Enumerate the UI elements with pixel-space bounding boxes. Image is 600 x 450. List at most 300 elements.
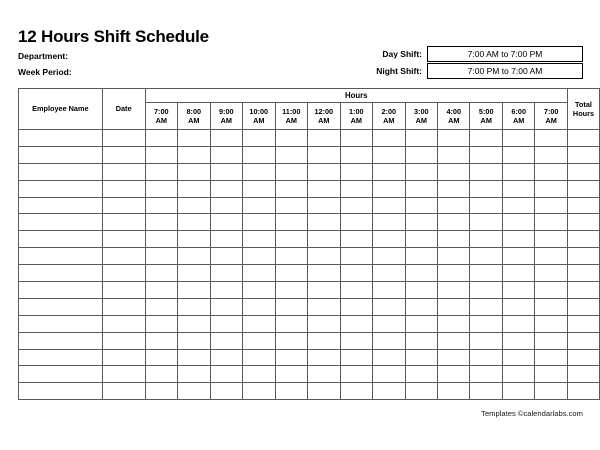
table-row [19,248,600,265]
cell-hour[interactable] [373,197,405,214]
cell-total-hours[interactable] [567,163,599,180]
cell-employee-name[interactable] [19,197,103,214]
cell-hour[interactable] [502,214,534,231]
header-hour-column [405,103,437,130]
cell-hour[interactable] [405,349,437,366]
cell-hour[interactable] [470,265,502,282]
cell-date[interactable] [102,130,145,147]
cell-total-hours[interactable] [567,130,599,147]
cell-hour[interactable] [275,366,308,383]
cell-date[interactable] [102,146,145,163]
cell-hour[interactable] [438,366,470,383]
cell-hour[interactable] [438,214,470,231]
cell-hour[interactable] [502,332,534,349]
hour-meridiem: AM [448,116,460,125]
day-shift-value[interactable]: 7:00 AM to 7:00 PM [427,46,583,62]
cell-date[interactable] [102,332,145,349]
cell-hour[interactable] [243,282,276,299]
cell-hour[interactable] [243,231,276,248]
hour-meridiem: AM [383,116,395,125]
header-hour-column [308,103,341,130]
cell-hour[interactable] [340,248,372,265]
cell-hour[interactable] [275,349,308,366]
cell-hour[interactable] [373,332,405,349]
cell-hour[interactable] [405,383,437,400]
cell-hour[interactable] [275,130,308,147]
cell-hour[interactable] [535,248,567,265]
cell-hour[interactable] [470,332,502,349]
header-hour-column [535,103,567,130]
cell-hour[interactable] [178,248,210,265]
cell-date[interactable] [102,214,145,231]
cell-total-hours[interactable] [567,349,599,366]
cell-hour[interactable] [373,282,405,299]
cell-hour[interactable] [210,332,242,349]
cell-hour[interactable] [535,265,567,282]
cell-hour[interactable] [178,366,210,383]
cell-hour[interactable] [178,349,210,366]
cell-employee-name[interactable] [19,265,103,282]
cell-total-hours[interactable] [567,282,599,299]
cell-total-hours[interactable] [567,146,599,163]
cell-hour[interactable] [340,282,372,299]
cell-hour[interactable] [308,332,341,349]
cell-hour[interactable] [210,130,242,147]
cell-hour[interactable] [145,130,177,147]
cell-employee-name[interactable] [19,180,103,197]
cell-hour[interactable] [438,315,470,332]
cell-hour[interactable] [502,349,534,366]
cell-date[interactable] [102,315,145,332]
hour-time: 12:00 [314,106,334,116]
cell-hour[interactable] [243,366,276,383]
cell-hour[interactable] [210,197,242,214]
cell-hour[interactable] [210,180,242,197]
cell-hour[interactable] [438,349,470,366]
cell-hour[interactable] [210,298,242,315]
cell-hour[interactable] [438,282,470,299]
header-hour-column [373,103,405,130]
cell-date[interactable] [102,163,145,180]
cell-hour[interactable] [470,282,502,299]
cell-hour[interactable] [405,146,437,163]
cell-hour[interactable] [210,349,242,366]
cell-hour[interactable] [438,197,470,214]
cell-hour[interactable] [275,146,308,163]
cell-hour[interactable] [210,146,242,163]
cell-hour[interactable] [308,383,341,400]
cell-hour[interactable] [470,163,502,180]
cell-employee-name[interactable] [19,282,103,299]
cell-hour[interactable] [275,282,308,299]
cell-hour[interactable] [275,231,308,248]
night-shift-value[interactable]: 7:00 PM to 7:00 AM [427,63,583,79]
header-hour-column [145,103,177,130]
cell-hour[interactable] [502,315,534,332]
cell-hour[interactable] [178,163,210,180]
cell-hour[interactable] [308,214,341,231]
cell-hour[interactable] [373,315,405,332]
cell-hour[interactable] [340,383,372,400]
header-hour-column [340,103,372,130]
cell-employee-name[interactable] [19,383,103,400]
cell-hour[interactable] [145,383,177,400]
cell-hour[interactable] [438,130,470,147]
cell-hour[interactable] [178,231,210,248]
hour-meridiem: AM [513,116,525,125]
cell-hour[interactable] [178,282,210,299]
cell-hour[interactable] [405,197,437,214]
cell-hour[interactable] [243,265,276,282]
cell-hour[interactable] [470,180,502,197]
cell-employee-name[interactable] [19,130,103,147]
cell-hour[interactable] [535,282,567,299]
cell-date[interactable] [102,298,145,315]
cell-hour[interactable] [243,383,276,400]
cell-employee-name[interactable] [19,248,103,265]
cell-hour[interactable] [535,366,567,383]
table-row [19,383,600,400]
cell-hour[interactable] [243,214,276,231]
hour-time: 11:00 [282,106,301,116]
header-hour-column [243,103,276,130]
cell-hour[interactable] [178,332,210,349]
cell-hour[interactable] [340,146,372,163]
cell-hour[interactable] [502,231,534,248]
cell-hour[interactable] [243,248,276,265]
cell-hour[interactable] [210,383,242,400]
cell-hour[interactable] [373,231,405,248]
cell-hour[interactable] [308,163,341,180]
cell-hour[interactable] [308,248,341,265]
cell-hour[interactable] [470,231,502,248]
cell-hour[interactable] [340,349,372,366]
cell-hour[interactable] [178,298,210,315]
cell-hour[interactable] [438,298,470,315]
hour-meridiem: AM [155,116,167,125]
cell-total-hours[interactable] [567,197,599,214]
hour-time: 2:00 [381,106,397,116]
cell-hour[interactable] [373,130,405,147]
cell-total-hours[interactable] [567,231,599,248]
cell-hour[interactable] [275,315,308,332]
cell-hour[interactable] [340,315,372,332]
cell-hour[interactable] [373,265,405,282]
cell-hour[interactable] [535,130,567,147]
cell-hour[interactable] [178,383,210,400]
hour-time: 7:00 [543,106,559,116]
cell-hour[interactable] [145,146,177,163]
cell-hour[interactable] [502,130,534,147]
cell-hour[interactable] [243,163,276,180]
cell-hour[interactable] [405,298,437,315]
night-shift-label: Night Shift: [376,66,422,76]
cell-hour[interactable] [535,315,567,332]
cell-hour[interactable] [145,282,177,299]
cell-hour[interactable] [405,180,437,197]
hour-time: 7:00 [153,106,169,116]
cell-hour[interactable] [145,315,177,332]
cell-total-hours[interactable] [567,214,599,231]
cell-total-hours[interactable] [567,298,599,315]
cell-hour[interactable] [275,197,308,214]
cell-date[interactable] [102,265,145,282]
table-row [19,231,600,248]
week-period-label: Week Period: [18,67,72,77]
cell-hour[interactable] [178,180,210,197]
cell-hour[interactable] [243,197,276,214]
cell-hour[interactable] [145,332,177,349]
cell-employee-name[interactable] [19,298,103,315]
hour-meridiem: AM [415,116,427,125]
cell-hour[interactable] [308,265,341,282]
cell-hour[interactable] [340,214,372,231]
cell-hour[interactable] [340,130,372,147]
cell-hour[interactable] [373,383,405,400]
cell-hour[interactable] [470,248,502,265]
cell-hour[interactable] [210,366,242,383]
header-hour-column [210,103,242,130]
cell-hour[interactable] [470,349,502,366]
cell-hour[interactable] [145,231,177,248]
cell-hour[interactable] [340,163,372,180]
hour-meridiem: AM [480,116,492,125]
cell-date[interactable] [102,231,145,248]
cell-employee-name[interactable] [19,332,103,349]
cell-hour[interactable] [145,163,177,180]
cell-hour[interactable] [308,298,341,315]
hour-time: 5:00 [478,106,494,116]
cell-hour[interactable] [178,315,210,332]
cell-hour[interactable] [502,265,534,282]
cell-hour[interactable] [243,130,276,147]
cell-hour[interactable] [535,383,567,400]
cell-hour[interactable] [373,349,405,366]
cell-hour[interactable] [438,163,470,180]
cell-total-hours[interactable] [567,180,599,197]
cell-hour[interactable] [405,163,437,180]
cell-hour[interactable] [275,180,308,197]
cell-hour[interactable] [275,214,308,231]
cell-hour[interactable] [535,197,567,214]
cell-date[interactable] [102,349,145,366]
cell-hour[interactable] [405,332,437,349]
cell-hour[interactable] [275,298,308,315]
cell-hour[interactable] [145,265,177,282]
cell-hour[interactable] [470,197,502,214]
cell-hour[interactable] [438,265,470,282]
hour-time: 9:00 [218,106,234,116]
cell-hour[interactable] [243,146,276,163]
cell-date[interactable] [102,197,145,214]
cell-date[interactable] [102,282,145,299]
cell-hour[interactable] [178,130,210,147]
cell-hour[interactable] [502,298,534,315]
cell-date[interactable] [102,180,145,197]
department-label: Department: [18,51,69,61]
cell-hour[interactable] [502,163,534,180]
shift-schedule-table [18,88,600,400]
table-row [19,349,600,366]
cell-hour[interactable] [340,366,372,383]
cell-hour[interactable] [243,349,276,366]
cell-hour[interactable] [405,130,437,147]
cell-total-hours[interactable] [567,265,599,282]
cell-hour[interactable] [470,214,502,231]
cell-hour[interactable] [340,298,372,315]
cell-hour[interactable] [275,383,308,400]
hour-meridiem: AM [318,116,330,125]
cell-hour[interactable] [438,146,470,163]
footer-credit: Templates ©calendarlabs.com [481,409,583,418]
cell-hour[interactable] [308,130,341,147]
cell-hour[interactable] [145,349,177,366]
cell-total-hours[interactable] [567,366,599,383]
cell-hour[interactable] [405,248,437,265]
cell-hour[interactable] [145,214,177,231]
cell-hour[interactable] [308,197,341,214]
cell-hour[interactable] [210,214,242,231]
cell-hour[interactable] [178,214,210,231]
header-hour-column [275,103,308,130]
cell-hour[interactable] [405,214,437,231]
cell-hour[interactable] [210,163,242,180]
night-shift-row [375,63,583,79]
cell-total-hours[interactable] [567,383,599,400]
cell-hour[interactable] [210,231,242,248]
cell-hour[interactable] [502,146,534,163]
hour-time: 10:00 [249,106,269,116]
cell-hour[interactable] [405,366,437,383]
cell-employee-name[interactable] [19,146,103,163]
cell-hour[interactable] [308,315,341,332]
cell-hour[interactable] [210,248,242,265]
cell-hour[interactable] [438,180,470,197]
cell-hour[interactable] [145,298,177,315]
hour-time: 8:00 [186,106,202,116]
cell-hour[interactable] [308,180,341,197]
cell-hour[interactable] [405,231,437,248]
cell-hour[interactable] [275,248,308,265]
cell-hour[interactable] [438,332,470,349]
cell-hour[interactable] [340,231,372,248]
cell-hour[interactable] [340,265,372,282]
cell-hour[interactable] [535,180,567,197]
cell-hour[interactable] [502,282,534,299]
shift-times-panel [375,46,583,81]
cell-hour[interactable] [502,383,534,400]
cell-hour[interactable] [470,130,502,147]
cell-hour[interactable] [405,265,437,282]
cell-hour[interactable] [470,146,502,163]
cell-employee-name[interactable] [19,214,103,231]
cell-hour[interactable] [470,315,502,332]
cell-hour[interactable] [535,146,567,163]
cell-date[interactable] [102,248,145,265]
cell-hour[interactable] [275,265,308,282]
cell-hour[interactable] [373,248,405,265]
cell-hour[interactable] [275,163,308,180]
cell-hour[interactable] [340,180,372,197]
cell-hour[interactable] [470,383,502,400]
cell-total-hours[interactable] [567,248,599,265]
cell-hour[interactable] [373,146,405,163]
cell-hour[interactable] [438,248,470,265]
cell-total-hours[interactable] [567,315,599,332]
table-row [19,146,600,163]
cell-employee-name[interactable] [19,231,103,248]
cell-hour[interactable] [373,163,405,180]
cell-hour[interactable] [502,248,534,265]
cell-hour[interactable] [438,383,470,400]
cell-hour[interactable] [340,332,372,349]
cell-employee-name[interactable] [19,315,103,332]
cell-hour[interactable] [145,197,177,214]
cell-hour[interactable] [178,146,210,163]
hour-meridiem: AM [350,116,362,125]
cell-hour[interactable] [308,349,341,366]
cell-hour[interactable] [535,332,567,349]
cell-hour[interactable] [308,231,341,248]
cell-hour[interactable] [308,282,341,299]
cell-hour[interactable] [308,366,341,383]
cell-hour[interactable] [405,282,437,299]
cell-hour[interactable] [145,366,177,383]
cell-hour[interactable] [535,231,567,248]
cell-hour[interactable] [438,231,470,248]
cell-hour[interactable] [535,163,567,180]
cell-hour[interactable] [535,349,567,366]
cell-hour[interactable] [243,298,276,315]
cell-hour[interactable] [210,265,242,282]
total-hours-line-2: Hours [572,109,595,118]
cell-hour[interactable] [243,180,276,197]
cell-hour[interactable] [373,214,405,231]
cell-employee-name[interactable] [19,163,103,180]
cell-hour[interactable] [145,248,177,265]
cell-hour[interactable] [373,180,405,197]
cell-hour[interactable] [405,315,437,332]
cell-hour[interactable] [178,197,210,214]
cell-hour[interactable] [308,146,341,163]
cell-hour[interactable] [470,366,502,383]
cell-hour[interactable] [178,265,210,282]
cell-hour[interactable] [502,180,534,197]
cell-hour[interactable] [470,298,502,315]
header-hours-group: Hours [145,89,567,103]
cell-hour[interactable] [502,366,534,383]
cell-hour[interactable] [210,282,242,299]
cell-hour[interactable] [373,366,405,383]
table-head [19,89,600,130]
cell-date[interactable] [102,366,145,383]
cell-hour[interactable] [535,214,567,231]
cell-employee-name[interactable] [19,349,103,366]
table-row [19,180,600,197]
cell-total-hours[interactable] [567,332,599,349]
cell-hour[interactable] [373,298,405,315]
cell-hour[interactable] [210,315,242,332]
cell-hour[interactable] [145,180,177,197]
cell-hour[interactable] [243,332,276,349]
cell-hour[interactable] [340,197,372,214]
cell-hour[interactable] [243,315,276,332]
cell-hour[interactable] [502,197,534,214]
cell-hour[interactable] [535,298,567,315]
cell-date[interactable] [102,383,145,400]
cell-hour[interactable] [275,332,308,349]
cell-employee-name[interactable] [19,366,103,383]
